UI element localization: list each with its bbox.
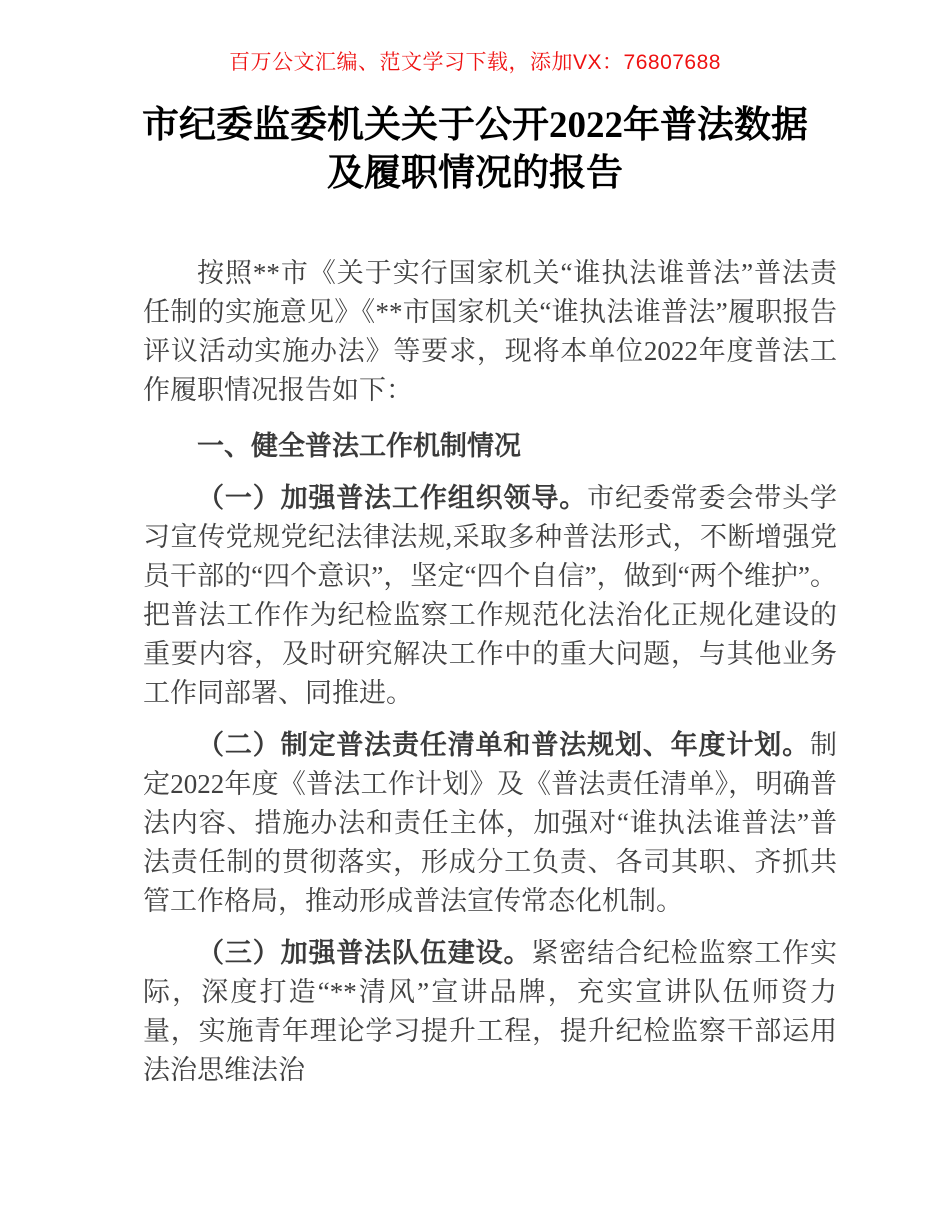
intro-paragraph bbox=[143, 254, 837, 410]
document-body bbox=[143, 254, 837, 1090]
subsection-2-lead: （二）制定普法责任清单和普法规划、年度计划。 bbox=[197, 730, 810, 760]
intro-paragraph-text: 按照**市《关于实行国家机关“谁执法谁普法”普法责任制的实施意见》《**市国家机关“谁执法谁普法”履职报告评议活动实施办法》等要求，现将本单位2022年度普法工作履职情况报告如下： bbox=[143, 258, 837, 405]
promo-banner-text: 百万公文汇编、范文学习下载，添加VX：76807688 bbox=[229, 51, 721, 74]
subsection-3-text: 紧密结合纪检监察工作实际，深度打造“**清风”宣讲品牌，充实宣讲队伍师资力量，实施青年理论学习提升工程，提升纪检监察干部运用法治思维法治 bbox=[143, 938, 838, 1085]
subsection-2-text: 制定2022年度《普法工作计划》及《普法责任清单》，明确普法内容、措施办法和责任主体，加强对“谁执法谁普法”普法责任制的贯彻落实，形成分工负责、各司其职、齐抓共管工作格局，推动形成普法宣传常态化机制。 bbox=[143, 730, 837, 916]
subsection-1-lead: （一）加强普法工作组织领导。 bbox=[197, 483, 588, 513]
subsection-paragraph-3 bbox=[143, 934, 837, 1090]
subsection-paragraph-2 bbox=[143, 726, 837, 921]
document-title: 市纪委监委机关关于公开2022年普法数据及履职情况的报告 bbox=[142, 105, 808, 194]
subsection-3-lead: （三）加强普法队伍建设。 bbox=[197, 938, 532, 968]
subsection-1-text: 市纪委常委会带头学习宣传党规党纪法律法规,采取多种普法形式，不断增强党员干部的“四个意识”，坚定“四个自信”，做到“两个维护”。把普法工作作为纪检监察工作规范化法治化正规化建设的重要内容，及时研究解决工作中的重大问题，与其他业务工作同部署、同推进。 bbox=[143, 483, 838, 708]
subsection-paragraph-1 bbox=[143, 479, 837, 713]
section-heading-1: 一、健全普法工作机制情况 bbox=[197, 431, 521, 461]
